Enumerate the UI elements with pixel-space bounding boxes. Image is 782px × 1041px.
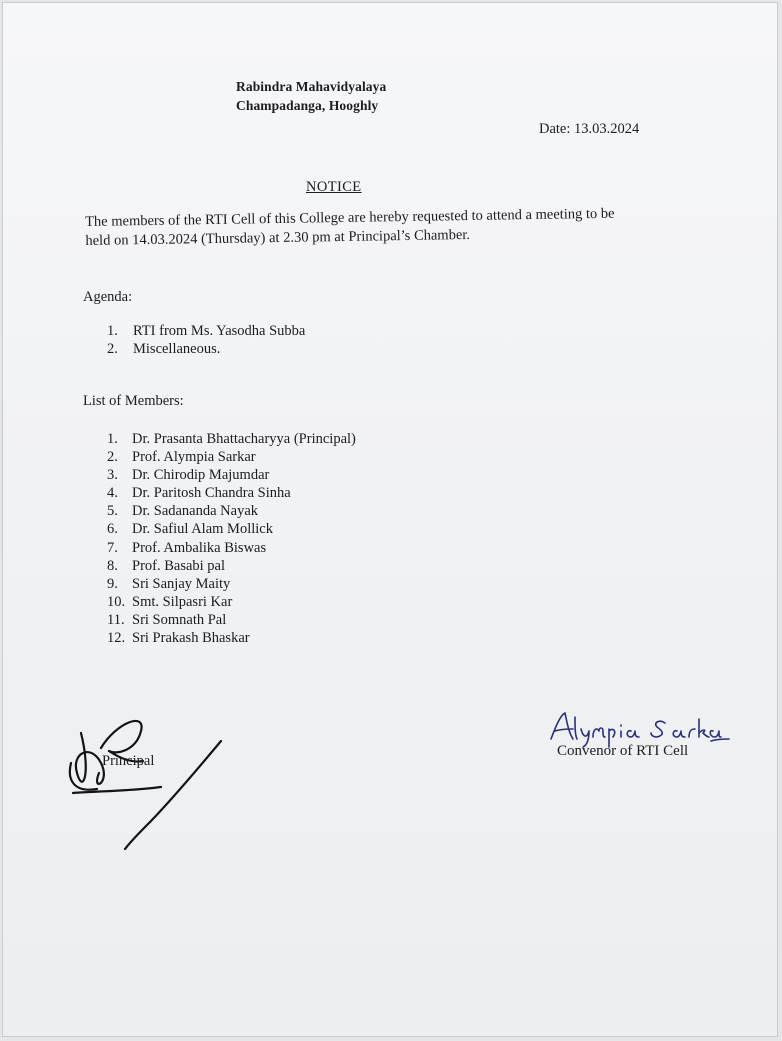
list-item-text: Prof. Alympia Sarkar: [132, 449, 256, 466]
list-item-text: Prof. Basabi pal: [132, 557, 226, 574]
list-item-number: 5.: [107, 503, 118, 520]
list-item-number: 10.: [107, 593, 126, 610]
members-label: List of Members:: [83, 393, 184, 409]
notice-document: [2, 2, 778, 1037]
list-item: [107, 340, 305, 358]
list-item: [107, 593, 356, 611]
list-item-text: RTI from Ms. Yasodha Subba: [133, 323, 306, 339]
agenda-label: Agenda:: [83, 289, 133, 305]
principal-signature: [61, 703, 241, 863]
notice-date: Date: 13.03.2024: [539, 121, 640, 137]
principal-label: Principal: [102, 753, 155, 769]
list-item-text: Sri Prakash Bhaskar: [132, 630, 250, 647]
list-item: [107, 466, 356, 484]
convenor-label: Convenor of RTI Cell: [557, 743, 689, 759]
notice-title: NOTICE: [306, 179, 362, 195]
list-item: [107, 557, 356, 575]
list-item-text: Dr. Chirodip Majumdar: [132, 467, 270, 484]
list-item-number: 7.: [107, 539, 118, 556]
institution-address: Champadanga, Hooghly: [236, 98, 379, 113]
list-item: [107, 448, 356, 466]
members-list: [107, 430, 356, 647]
list-item-number: 11.: [107, 611, 125, 628]
list-item-number: 2.: [107, 449, 118, 466]
list-item-text: Dr. Paritosh Chandra Sinha: [132, 485, 291, 502]
list-item-text: Prof. Ambalika Biswas: [132, 539, 267, 556]
agenda-list: [107, 322, 305, 358]
list-item-number: 1.: [107, 431, 118, 447]
list-item: [107, 484, 356, 502]
list-item-number: 3.: [107, 467, 118, 484]
list-item: [107, 322, 305, 340]
list-item: [107, 502, 356, 520]
list-item-text: Smt. Silpasri Kar: [132, 593, 233, 610]
list-item: [107, 430, 356, 448]
list-item-number: 8.: [107, 557, 118, 574]
list-item-number: 12.: [107, 630, 126, 647]
list-item-number: 4.: [107, 485, 118, 502]
list-item: [107, 611, 356, 629]
list-item-text: Sri Sanjay Maity: [132, 575, 231, 592]
list-item: [107, 539, 356, 557]
list-item-number: 6.: [107, 521, 118, 538]
list-item: [107, 520, 356, 538]
list-item-text: Miscellaneous.: [133, 341, 221, 358]
list-item-number: 1.: [107, 323, 118, 339]
list-item-text: Dr. Sadananda Nayak: [132, 503, 259, 520]
list-item-text: Dr. Safiul Alam Mollick: [132, 521, 273, 538]
list-item-text: Dr. Prasanta Bhattacharyya (Principal): [132, 431, 356, 447]
institution-name: Rabindra Mahavidyalaya: [236, 79, 387, 94]
notice-body-line: The members of the RTI Cell of this College are hereby requested to attend a meeting to be: [85, 205, 615, 230]
notice-body: [85, 205, 615, 251]
list-item-number: 9.: [107, 575, 118, 592]
list-item: [107, 575, 356, 593]
list-item-text: Sri Somnath Pal: [132, 611, 227, 628]
list-item-number: 2.: [107, 341, 118, 358]
list-item: [107, 629, 356, 647]
notice-body-line: held on 14.03.2024 (Thursday) at 2.30 pm at Principal’s Chamber.: [85, 226, 471, 249]
